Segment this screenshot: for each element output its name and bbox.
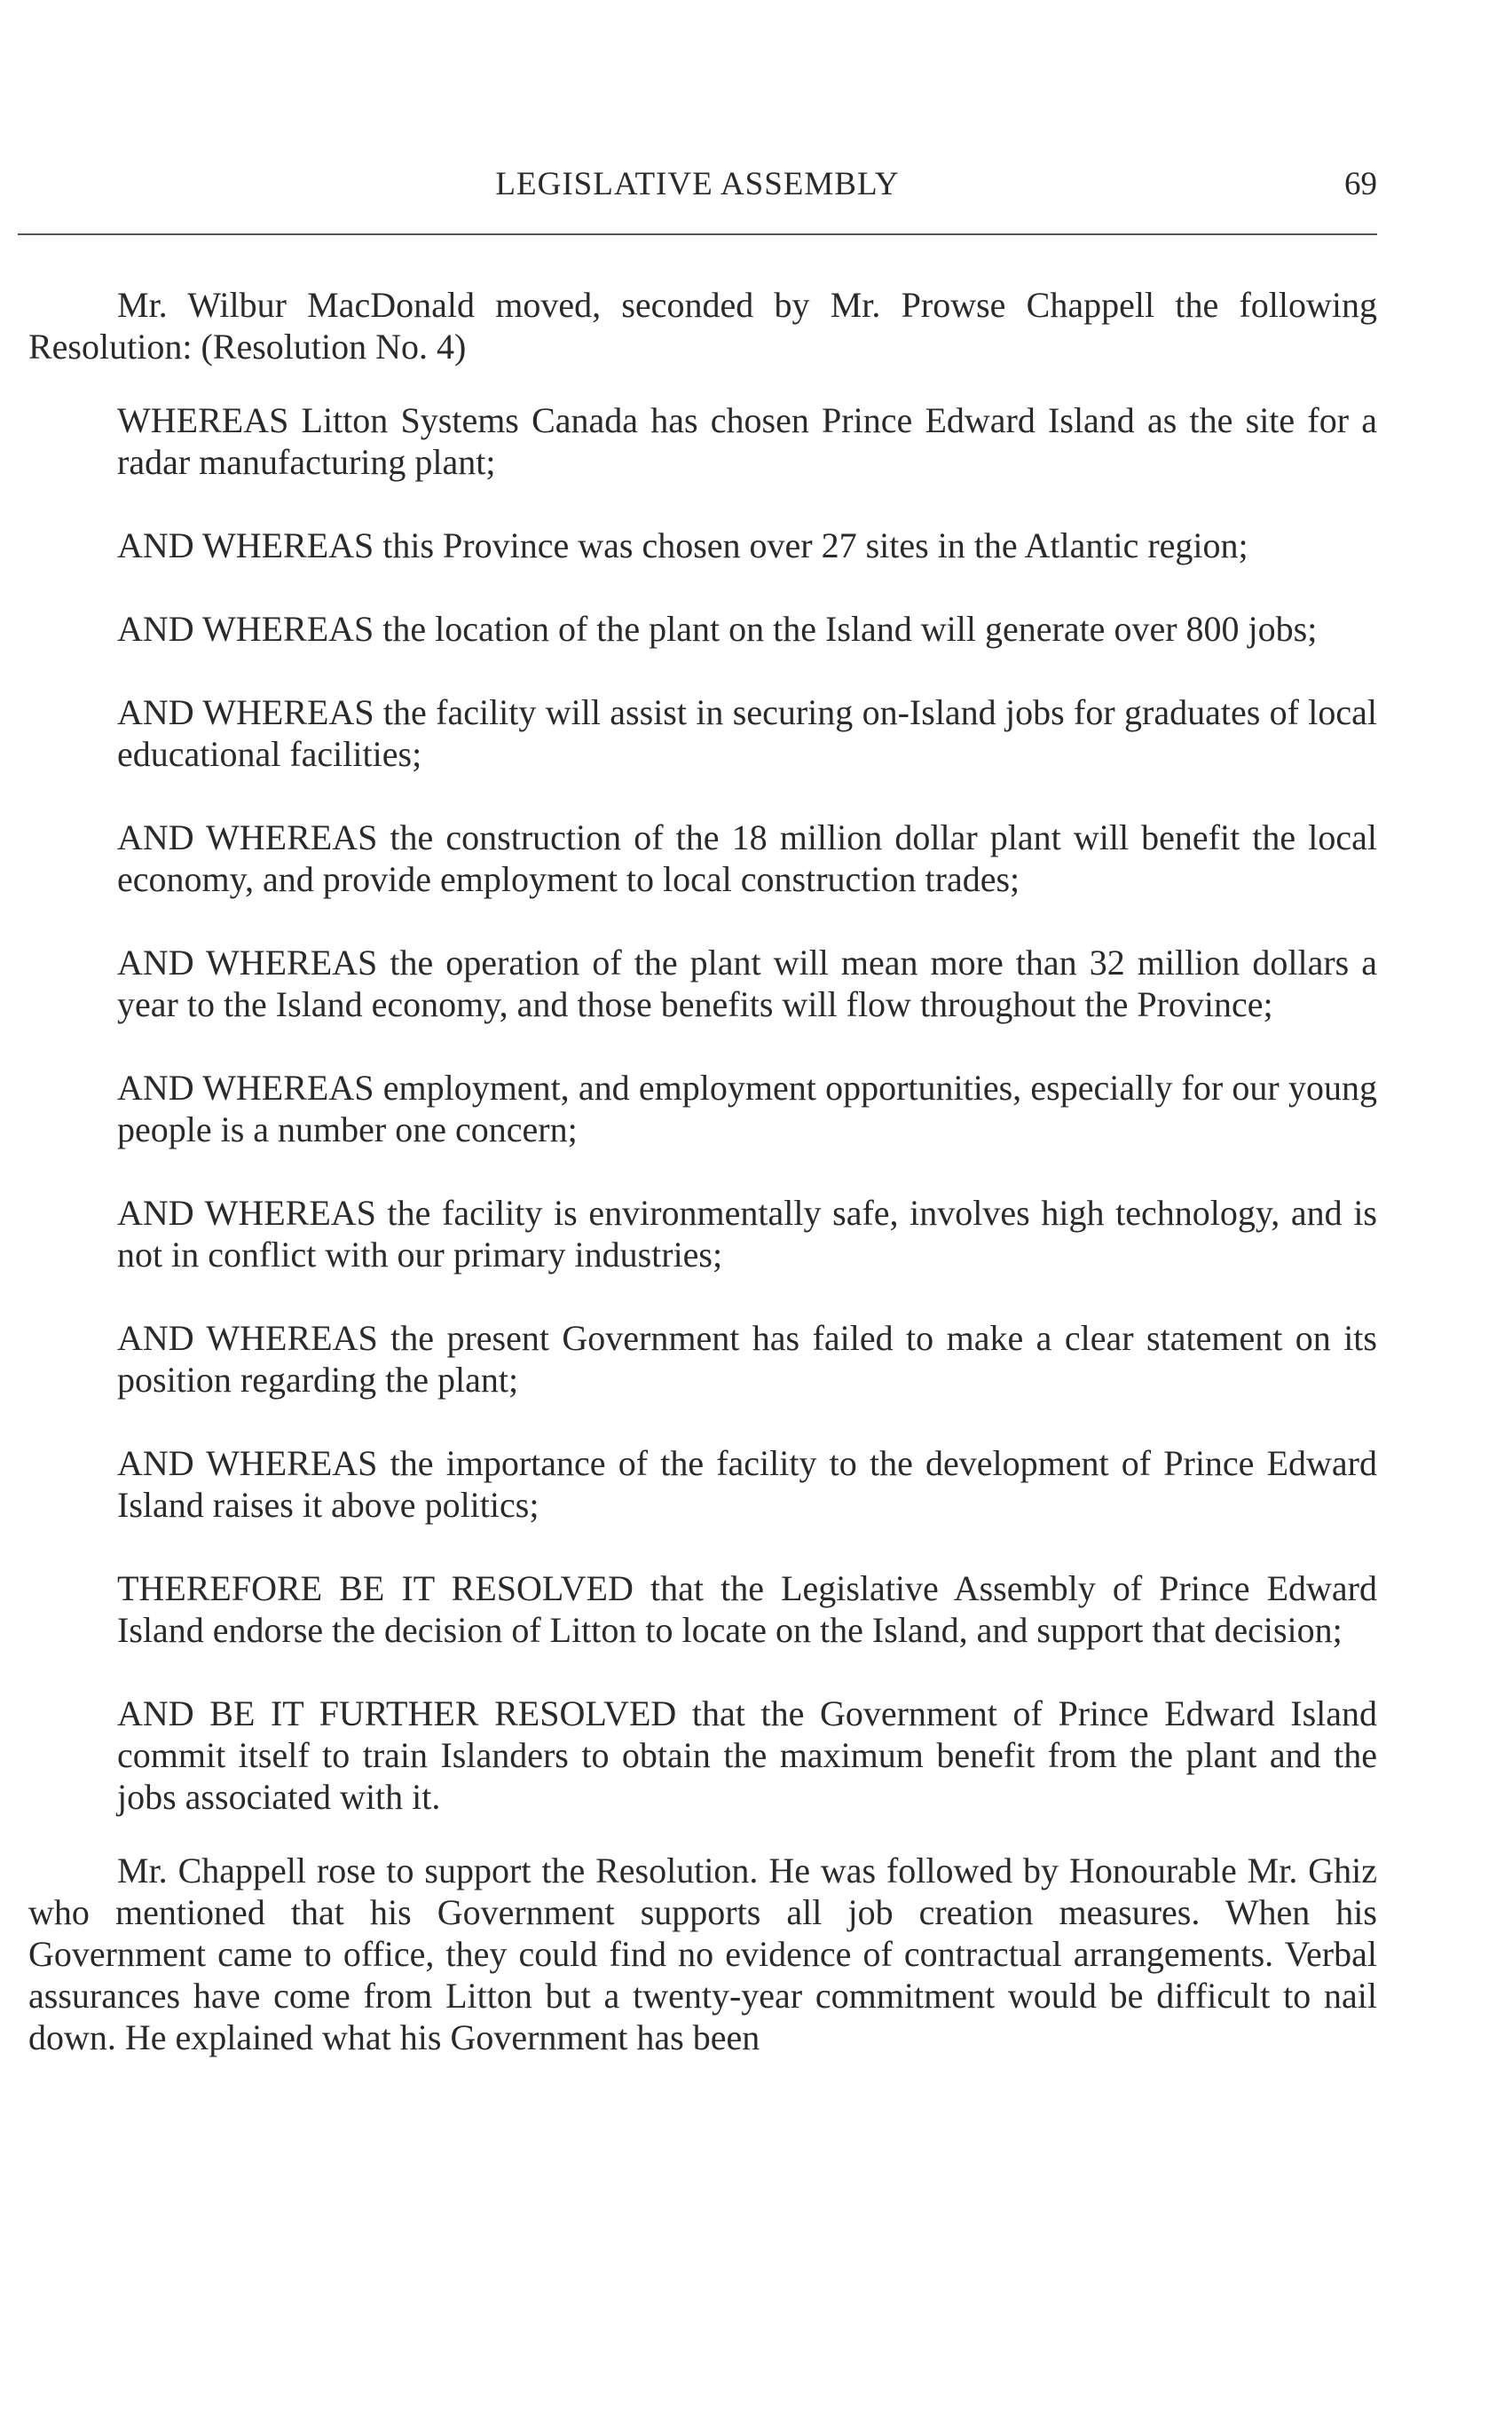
resolution-clause-11: THEREFORE BE IT RESOLVED that the Legislative Assembly of Prince Edward Island endorse the decision of Litton to locate on the Island, and support that decision; xyxy=(117,1568,1377,1650)
page-number: 69 xyxy=(1344,166,1377,202)
resolution-clause-8: AND WHEREAS the facility is environmentally safe, involves high technology, and is not in conflict with our primary industries; xyxy=(117,1193,1377,1275)
resolution-clause-3: AND WHEREAS the location of the plant on the Island will generate over 800 jobs; xyxy=(117,609,1318,649)
resolution-clause-4: AND WHEREAS the facility will assist in securing on-Island jobs for graduates of local educational facilities; xyxy=(117,692,1377,774)
running-header xyxy=(18,165,1377,209)
resolution-clause-7: AND WHEREAS employment, and employment opportunities, especially for our young people is a number one concern; xyxy=(117,1068,1377,1149)
resolution-clause-6: AND WHEREAS the operation of the plant will mean more than 32 million dollars a year to the Island economy, and those benefits will flow throughout the Province; xyxy=(117,943,1377,1024)
resolution-clause-2: AND WHEREAS this Province was chosen over 27 sites in the Atlantic region; xyxy=(117,525,1248,565)
document-body xyxy=(28,284,1377,2058)
resolution-clause-10: AND WHEREAS the importance of the facility to the development of Prince Edward Island raises it above politics; xyxy=(117,1443,1377,1525)
resolution-clause-9: AND WHEREAS the present Government has failed to make a clear statement on its position regarding the plant; xyxy=(117,1318,1377,1400)
resolution-clause-5: AND WHEREAS the construction of the 18 million dollar plant will benefit the local economy, and provide employment to local construction trades; xyxy=(117,817,1377,899)
resolution-clause-12: AND BE IT FURTHER RESOLVED that the Government of Prince Edward Island commit itself to train Islanders to obtain the maximum benefit from the plant and the jobs associated with it. xyxy=(117,1693,1377,1817)
header-rule xyxy=(18,233,1377,235)
closing-paragraph: Mr. Chappell rose to support the Resolution. He was followed by Honourable Mr. Ghiz who mentioned that his Government supports all job creation measures. When his Government came to office, they could find no evidence of contractual arrangements. Verbal assurances have come from Litton but a twenty-year commitment would be difficult to nail down. He explained what his Government has been xyxy=(28,1851,1377,2057)
header-title: LEGISLATIVE ASSEMBLY xyxy=(495,166,900,202)
intro-paragraph: Mr. Wilbur MacDonald moved, seconded by Mr. Prowse Chappell the following Resolution: (Resolution No. 4) xyxy=(28,285,1377,367)
resolution-clause-1: WHEREAS Litton Systems Canada has chosen Prince Edward Island as the site for a radar manufacturing plant; xyxy=(117,400,1377,482)
